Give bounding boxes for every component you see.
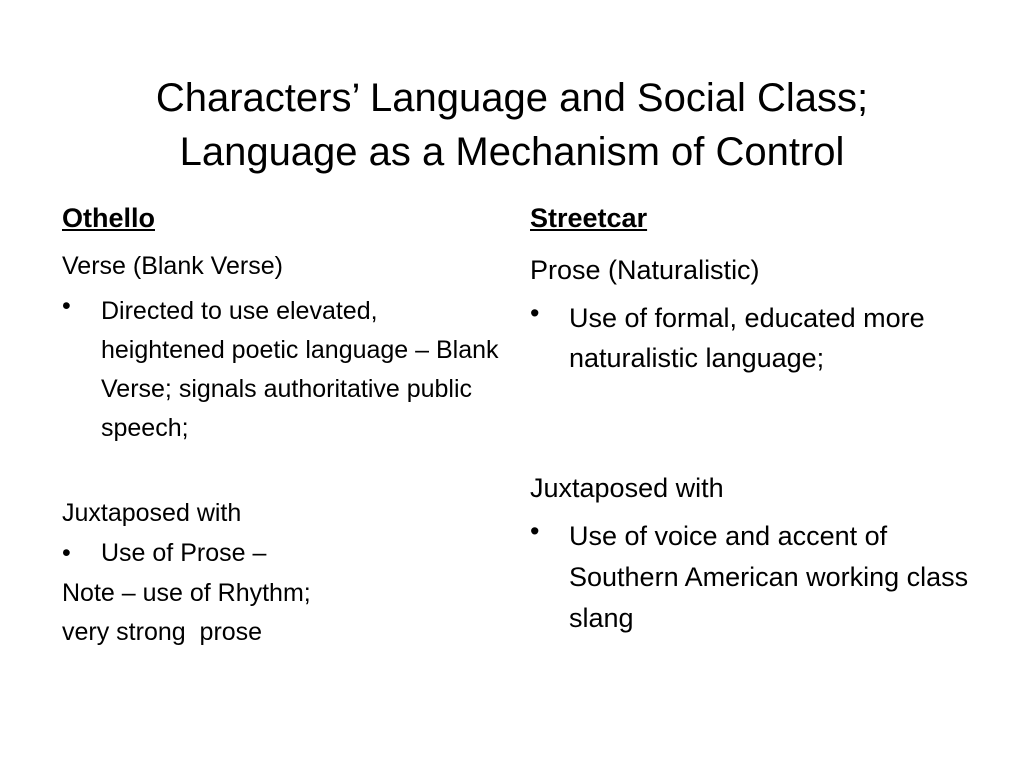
- bullet-glyph: •: [530, 516, 540, 546]
- slide-title: [60, 71, 964, 179]
- streetcar-heading: Streetcar: [530, 203, 648, 233]
- streetcar-bullet-formal-text: Use of formal, educated more naturalistic language;: [569, 303, 925, 373]
- streetcar-bullet-voice-text: Use of voice and accent of Southern American working class slang: [569, 521, 969, 633]
- othello-note-line-2: very strong prose: [62, 618, 263, 646]
- bullet-glyph: •: [62, 539, 71, 567]
- streetcar-bullet-formal: [530, 298, 970, 378]
- othello-bullet-verse: [62, 292, 502, 448]
- othello-bullet-prose-text: Use of Prose –: [101, 539, 267, 567]
- slide-title-line-2: Language as a Mechanism of Control: [179, 129, 845, 174]
- othello-column: [62, 198, 502, 652]
- othello-intro: Verse (Blank Verse): [62, 252, 283, 280]
- bullet-glyph: •: [62, 292, 71, 320]
- othello-note-line-1: Note – use of Rhythm;: [62, 579, 311, 607]
- streetcar-column: [530, 198, 970, 639]
- othello-bullet-verse-text: Directed to use elevated, heightened poetic language – Blank Verse; signals authoritative public speech;: [101, 297, 499, 442]
- streetcar-intro: Prose (Naturalistic): [530, 255, 760, 285]
- othello-juxtaposed: Juxtaposed with: [62, 499, 242, 527]
- slide-title-line-1: Characters’ Language and Social Class;: [155, 75, 869, 120]
- streetcar-bullet-voice: [530, 516, 970, 639]
- bullet-glyph: •: [530, 298, 540, 328]
- othello-heading: Othello: [62, 203, 155, 233]
- othello-bullet-prose: [62, 539, 502, 568]
- othello-note: [62, 574, 502, 652]
- streetcar-juxtaposed: Juxtaposed with: [530, 473, 724, 503]
